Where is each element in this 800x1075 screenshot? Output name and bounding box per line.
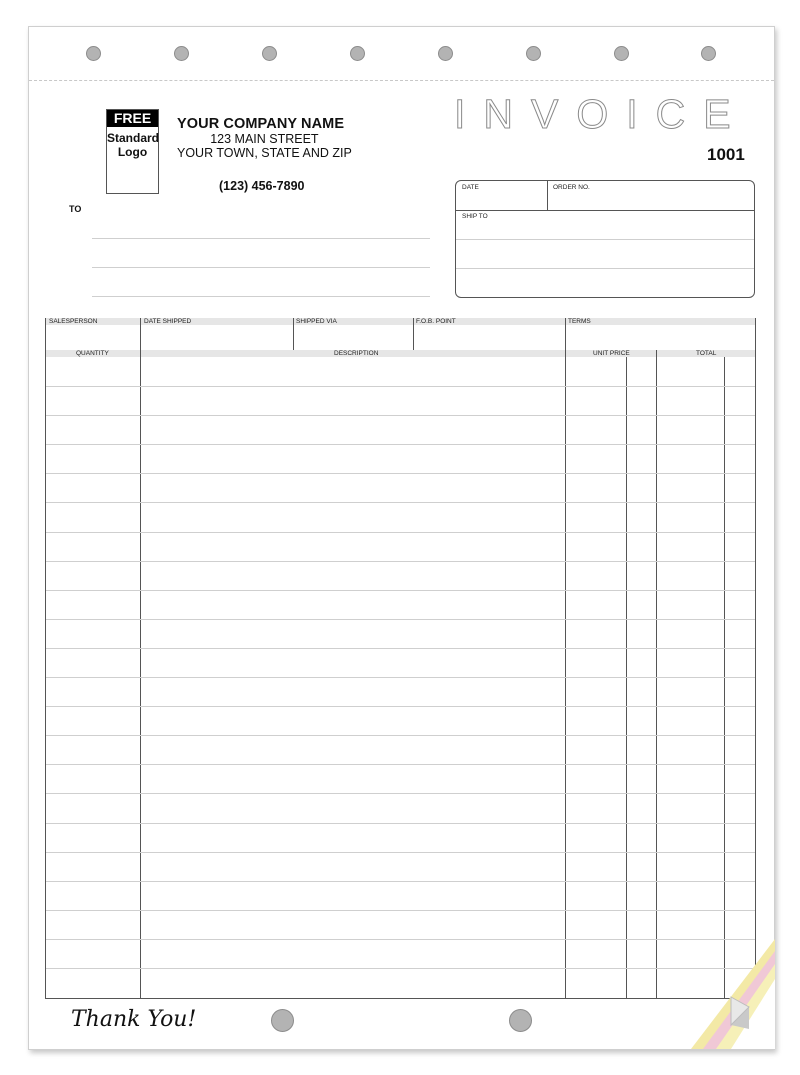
binding-hole bbox=[438, 46, 453, 61]
invoice-number: 1001 bbox=[707, 145, 745, 164]
divider bbox=[293, 318, 294, 350]
table-row[interactable] bbox=[46, 415, 755, 416]
table-row[interactable] bbox=[46, 939, 755, 940]
thank-you-text: Thank You! bbox=[71, 1007, 197, 1032]
binding-hole bbox=[271, 1009, 294, 1032]
binding-hole bbox=[174, 46, 189, 61]
logo-standard-text: Standard bbox=[107, 131, 160, 145]
divider bbox=[456, 210, 754, 211]
ship-to-line[interactable] bbox=[456, 268, 754, 269]
table-row[interactable] bbox=[46, 910, 755, 911]
to-line[interactable] bbox=[92, 238, 430, 239]
company-city: YOUR TOWN, STATE AND ZIP bbox=[177, 146, 352, 160]
fob-point-label: F.O.B. POINT bbox=[416, 318, 456, 325]
description-header: DESCRIPTION bbox=[334, 350, 379, 357]
column-divider bbox=[656, 350, 657, 998]
table-row[interactable] bbox=[46, 619, 755, 620]
total-header: TOTAL bbox=[696, 350, 717, 357]
column-divider bbox=[140, 318, 141, 998]
divider bbox=[547, 181, 548, 210]
company-phone: (123) 456-7890 bbox=[219, 179, 305, 193]
date-shipped-label: DATE SHIPPED bbox=[144, 318, 192, 325]
logo-logo-text: Logo bbox=[117, 145, 148, 159]
column-divider bbox=[565, 318, 566, 998]
logo-free-text: FREE bbox=[107, 110, 158, 127]
document-title: INVOICE bbox=[454, 91, 749, 137]
company-logo bbox=[106, 109, 159, 194]
ship-to-label: SHIP TO bbox=[462, 213, 488, 220]
table-row[interactable] bbox=[46, 502, 755, 503]
unit-price-header: UNIT PRICE bbox=[593, 350, 630, 357]
company-street: 123 MAIN STREET bbox=[210, 132, 319, 146]
table-row[interactable] bbox=[46, 473, 755, 474]
table-row[interactable] bbox=[46, 706, 755, 707]
order-no-label: ORDER NO. bbox=[553, 184, 590, 191]
table-row[interactable] bbox=[46, 793, 755, 794]
binding-hole bbox=[86, 46, 101, 61]
to-label: TO bbox=[69, 204, 82, 214]
salesperson-label: SALESPERSON bbox=[49, 318, 98, 325]
column-header-bar bbox=[46, 350, 755, 357]
company-block bbox=[177, 116, 352, 160]
table-row[interactable] bbox=[46, 677, 755, 678]
invoice-form bbox=[28, 26, 775, 1050]
date-label: DATE bbox=[462, 184, 479, 191]
binding-hole bbox=[262, 46, 277, 61]
table-row[interactable] bbox=[46, 852, 755, 853]
line-items-table bbox=[45, 318, 756, 999]
table-row[interactable] bbox=[46, 823, 755, 824]
table-row[interactable] bbox=[46, 386, 755, 387]
to-line[interactable] bbox=[92, 267, 430, 268]
table-row[interactable] bbox=[46, 532, 755, 533]
quantity-header: QUANTITY bbox=[76, 350, 109, 357]
terms-label: TERMS bbox=[568, 318, 591, 325]
binding-hole bbox=[614, 46, 629, 61]
table-row[interactable] bbox=[46, 444, 755, 445]
shipped-via-label: SHIPPED VIA bbox=[296, 318, 337, 325]
table-row[interactable] bbox=[46, 648, 755, 649]
table-row[interactable] bbox=[46, 968, 755, 969]
binding-hole bbox=[350, 46, 365, 61]
table-row[interactable] bbox=[46, 764, 755, 765]
ship-to-line[interactable] bbox=[456, 239, 754, 240]
binding-hole bbox=[526, 46, 541, 61]
binding-hole bbox=[701, 46, 716, 61]
company-name: YOUR COMPANY NAME bbox=[177, 116, 345, 132]
table-row[interactable] bbox=[46, 735, 755, 736]
binding-hole bbox=[509, 1009, 532, 1032]
to-line[interactable] bbox=[92, 296, 430, 297]
table-row[interactable] bbox=[46, 561, 755, 562]
carbon-copy-corner-icon bbox=[691, 939, 775, 1049]
table-row[interactable] bbox=[46, 881, 755, 882]
perforation-line bbox=[29, 80, 774, 81]
ship-to-box bbox=[455, 180, 755, 298]
table-row[interactable] bbox=[46, 590, 755, 591]
divider bbox=[413, 318, 414, 350]
